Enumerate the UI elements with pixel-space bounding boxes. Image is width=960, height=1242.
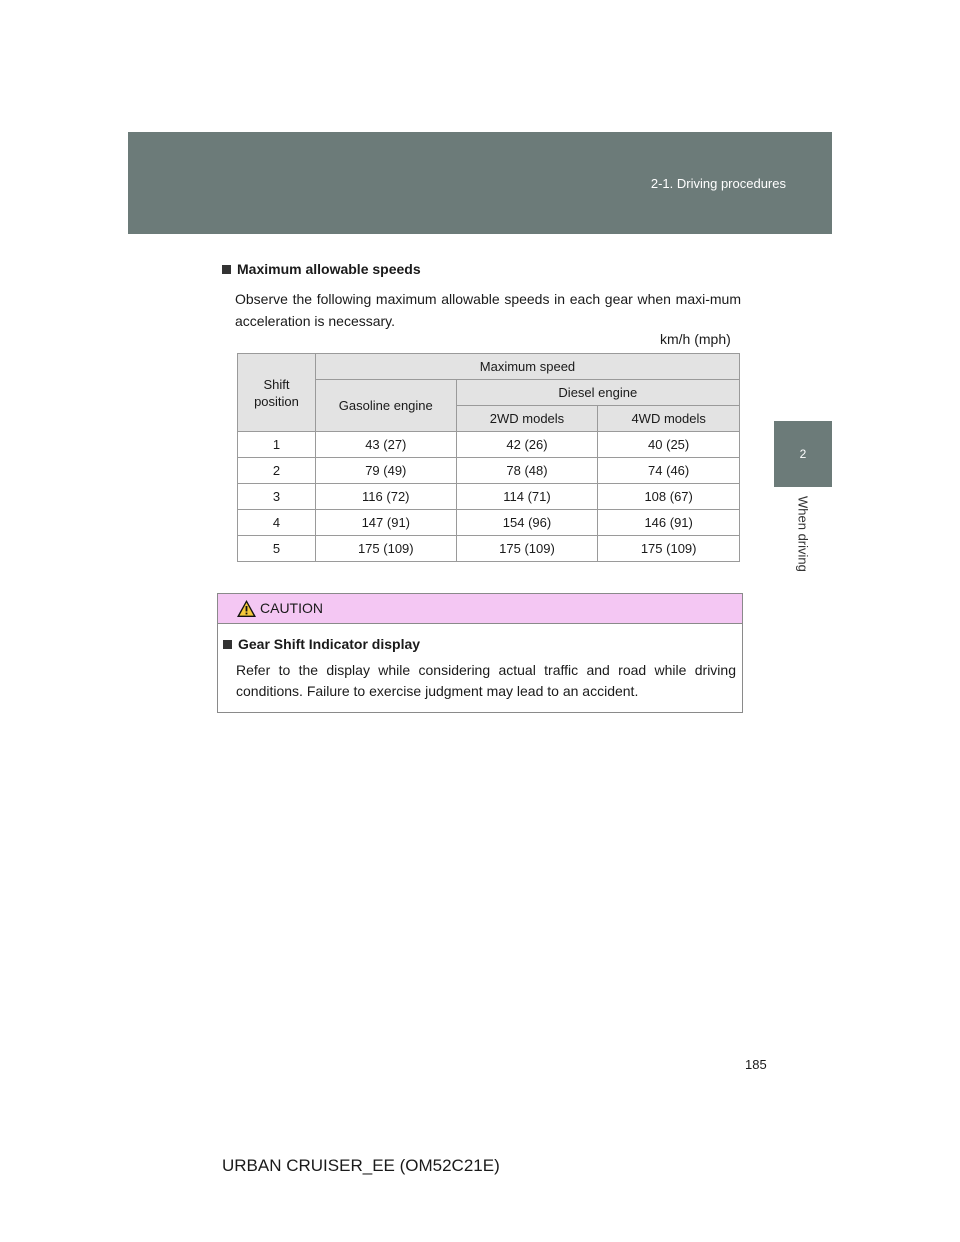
cell-shift: 5 <box>238 536 316 562</box>
chapter-label: When driving <box>795 496 811 572</box>
cell-gasoline: 79 (49) <box>315 458 456 484</box>
caution-subheading <box>223 636 420 652</box>
cell-diesel-2wd: 78 (48) <box>456 458 598 484</box>
cell-shift: 3 <box>238 484 316 510</box>
cell-gasoline: 147 (91) <box>315 510 456 536</box>
table-row <box>238 432 740 458</box>
table-row <box>238 458 740 484</box>
header-diesel-4wd: 4WD models <box>598 406 740 432</box>
cell-diesel-2wd: 114 (71) <box>456 484 598 510</box>
cell-diesel-4wd: 74 (46) <box>598 458 740 484</box>
cell-diesel-2wd: 154 (96) <box>456 510 598 536</box>
caution-subheading-text: Gear Shift Indicator display <box>238 636 421 652</box>
chapter-label-wrapper <box>793 496 813 586</box>
header-diesel-2wd: 2WD models <box>456 406 598 432</box>
square-bullet-icon <box>223 640 232 649</box>
cell-shift: 4 <box>238 510 316 536</box>
model-footer: URBAN CRUISER_EE (OM52C21E) <box>222 1156 500 1175</box>
warning-icon <box>236 599 257 618</box>
chapter-tab <box>774 421 832 487</box>
table-row <box>238 484 740 510</box>
cell-diesel-4wd: 175 (109) <box>598 536 740 562</box>
cell-gasoline: 116 (72) <box>315 484 456 510</box>
cell-shift: 1 <box>238 432 316 458</box>
table-row <box>238 510 740 536</box>
page-number: 185 <box>745 1057 767 1072</box>
section-heading <box>222 261 421 277</box>
caution-body: Refer to the display while considering actual traffic and road while driving conditions. Failure to exercise judgment may lead to an accident. <box>236 662 736 699</box>
header-band <box>128 132 832 234</box>
cell-diesel-4wd: 108 (67) <box>598 484 740 510</box>
speed-table <box>237 353 740 562</box>
caution-box <box>217 593 743 713</box>
section-heading-text: Maximum allowable speeds <box>237 261 421 277</box>
table-row <box>238 536 740 562</box>
instruction-paragraph: Observe the following maximum allowable speeds in each gear when maxi-mum acceleration is necessary. <box>235 291 741 329</box>
square-bullet-icon <box>222 265 231 274</box>
cell-diesel-4wd: 40 (25) <box>598 432 740 458</box>
caution-title: CAUTION <box>260 600 323 616</box>
cell-gasoline: 175 (109) <box>315 536 456 562</box>
cell-diesel-4wd: 146 (91) <box>598 510 740 536</box>
cell-gasoline: 43 (27) <box>315 432 456 458</box>
cell-diesel-2wd: 175 (109) <box>456 536 598 562</box>
caution-header <box>218 594 742 624</box>
header-diesel: Diesel engine <box>456 380 739 406</box>
header-shift-position <box>238 354 316 432</box>
header-shift-position-text: Shift position <box>254 376 299 409</box>
chapter-number: 2 <box>799 447 807 461</box>
cell-diesel-2wd: 42 (26) <box>456 432 598 458</box>
unit-label: km/h (mph) <box>660 331 731 347</box>
header-maximum-speed: Maximum speed <box>315 354 739 380</box>
header-gasoline: Gasoline engine <box>315 380 456 432</box>
section-title: 2-1. Driving procedures <box>650 176 786 191</box>
cell-shift: 2 <box>238 458 316 484</box>
